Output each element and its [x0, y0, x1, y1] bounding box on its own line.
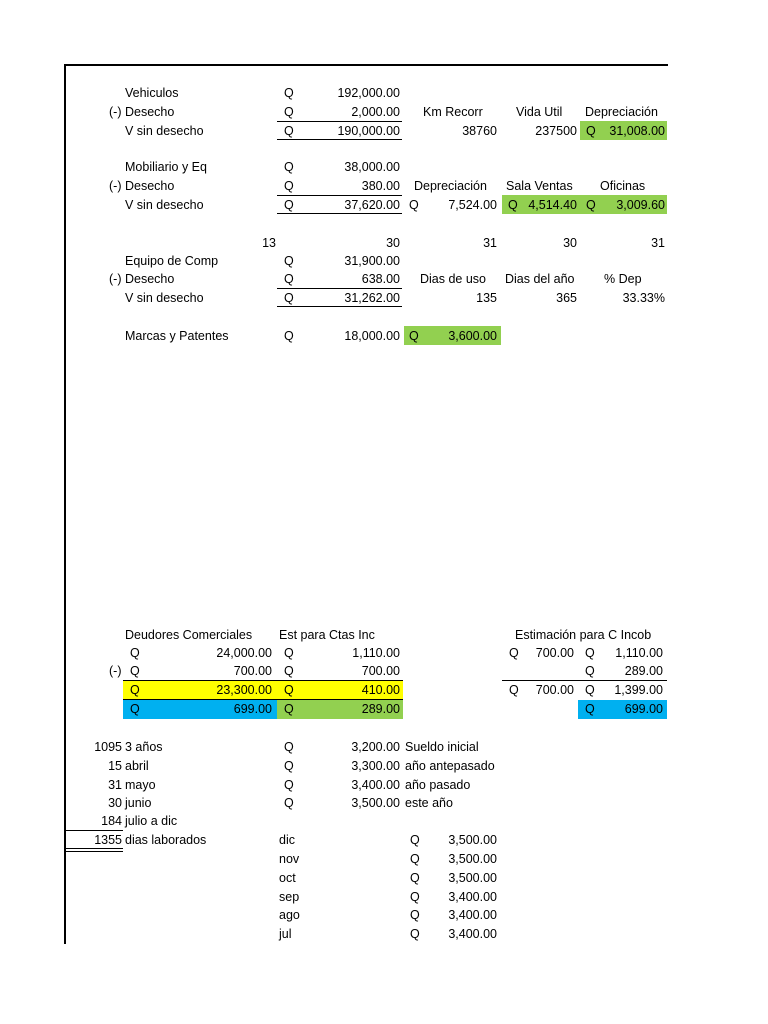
- equipo-pct: 33.33%: [622, 291, 665, 305]
- currency-q: Q: [284, 796, 294, 810]
- mobiliario-label: Mobiliario y Eq: [125, 160, 207, 174]
- sueldo-valor: 3,400.00: [351, 778, 400, 792]
- mobiliario-sala: 4,514.40: [528, 198, 577, 212]
- currency-q: Q: [508, 198, 518, 212]
- currency-q: Q: [284, 124, 294, 138]
- vehiculos-vsin: 190,000.00: [337, 124, 400, 138]
- dias-label: julio a dic: [125, 814, 178, 828]
- equipo-desecho: 638.00: [361, 272, 400, 286]
- equipo-label: Equipo de Comp: [125, 254, 219, 268]
- month-valor: 3,500.00: [448, 852, 497, 866]
- dias-cell: 31: [483, 236, 497, 250]
- mobiliario-desecho-label: (-) Desecho: [109, 179, 175, 193]
- dias-total-label: dias laborados: [125, 833, 207, 847]
- deudores-r4b: 289.00: [361, 702, 400, 716]
- sueldo-desc: año pasado: [405, 778, 471, 792]
- estimacion-e4b: 699.00: [624, 702, 663, 716]
- mobiliario-vsin: 37,620.00: [344, 198, 400, 212]
- header-pct-dep: % Dep: [604, 272, 642, 286]
- currency-q: Q: [585, 702, 595, 716]
- currency-q: Q: [284, 179, 294, 193]
- currency-q: Q: [585, 683, 595, 697]
- currency-q: Q: [585, 664, 595, 678]
- header-depreciacion: Depreciación: [414, 179, 487, 193]
- estimacion-e3b: 1,399.00: [614, 683, 663, 697]
- dias-num: 1095: [94, 740, 122, 754]
- currency-q: Q: [130, 683, 140, 697]
- dias-cell: 31: [651, 236, 665, 250]
- estimacion-e3a: 700.00: [535, 683, 574, 697]
- total-line: [66, 848, 123, 849]
- header-depreciacion: Depreciación: [585, 105, 658, 119]
- header-oficinas: Oficinas: [600, 179, 646, 193]
- marcas-dep: 3,600.00: [448, 329, 497, 343]
- currency-q: Q: [284, 702, 294, 716]
- header-dias-anio: Dias del año: [505, 272, 575, 286]
- marcas-valor: 18,000.00: [344, 329, 400, 343]
- estimacion-e1a: 700.00: [535, 646, 574, 660]
- sueldo-valor: 3,300.00: [351, 759, 400, 773]
- currency-q: Q: [284, 778, 294, 792]
- equipo-uso: 135: [476, 291, 497, 305]
- equipo-desecho-label: (-) Desecho: [109, 272, 175, 286]
- currency-q: Q: [284, 198, 294, 212]
- currency-q: Q: [284, 160, 294, 174]
- deudores-r3a: 23,300.00: [216, 683, 272, 697]
- estimacion-e1b: 1,110.00: [615, 646, 663, 660]
- currency-q: Q: [130, 664, 140, 678]
- dias-num: 30: [108, 796, 122, 810]
- equipo-valor: 31,900.00: [344, 254, 400, 268]
- deudores-r2b: 700.00: [361, 664, 400, 678]
- currency-q: Q: [284, 105, 294, 119]
- mobiliario-desecho: 380.00: [361, 179, 400, 193]
- currency-q: Q: [284, 272, 294, 286]
- sueldo-valor: 3,200.00: [351, 740, 400, 754]
- deudores-r4a: 699.00: [233, 702, 272, 716]
- dias-total-num: 1355: [94, 833, 122, 847]
- currency-q: Q: [284, 740, 294, 754]
- header-estimacion: Estimación para C Incob: [515, 628, 652, 642]
- month-valor: 3,400.00: [448, 927, 497, 941]
- month-label: sep: [279, 890, 300, 904]
- dias-label: 3 años: [125, 740, 163, 754]
- total-line: [277, 139, 402, 140]
- currency-q: Q: [284, 683, 294, 697]
- deudores-r1a: 24,000.00: [216, 646, 272, 660]
- vehiculos-desecho: 2,000.00: [351, 105, 400, 119]
- vehiculos-desecho-label: (-) Desecho: [109, 105, 175, 119]
- header-est-ctas: Est para Ctas Inc: [279, 628, 375, 642]
- header-km-recorr: Km Recorr: [423, 105, 483, 119]
- currency-q: Q: [284, 664, 294, 678]
- currency-q: Q: [585, 646, 595, 660]
- vehiculos-valor: 192,000.00: [337, 86, 400, 100]
- header-deudores: Deudores Comerciales: [125, 628, 253, 642]
- currency-q: Q: [586, 198, 596, 212]
- sheet-left-border: [64, 64, 66, 944]
- dias-cell: 13: [262, 236, 276, 250]
- total-line: [277, 306, 402, 307]
- equipo-vsin-label: V sin desecho: [125, 291, 204, 305]
- equipo-vsin: 31,262.00: [344, 291, 400, 305]
- dias-label: abril: [125, 759, 149, 773]
- sueldo-desc: año antepasado: [405, 759, 495, 773]
- currency-q: Q: [130, 702, 140, 716]
- mobiliario-ofi: 3,009.60: [616, 198, 665, 212]
- month-valor: 3,500.00: [448, 871, 497, 885]
- month-label: jul: [279, 927, 292, 941]
- marcas-label: Marcas y Patentes: [125, 329, 229, 343]
- currency-q: Q: [410, 927, 420, 941]
- month-label: nov: [279, 852, 300, 866]
- deudores-r1b: 1,110.00: [352, 646, 400, 660]
- estimacion-e2b: 289.00: [624, 664, 663, 678]
- month-label: dic: [279, 833, 295, 847]
- vehiculos-vida: 237500: [535, 124, 577, 138]
- currency-q: Q: [586, 124, 596, 138]
- currency-q: Q: [284, 646, 294, 660]
- currency-q: Q: [409, 329, 419, 343]
- total-line-double: [66, 851, 123, 852]
- total-line: [277, 213, 402, 214]
- header-dias-uso: Dias de uso: [420, 272, 487, 286]
- currency-q: Q: [410, 871, 420, 885]
- sueldo-valor: 3,500.00: [351, 796, 400, 810]
- deudores-r2a: 700.00: [233, 664, 272, 678]
- mobiliario-vsin-label: V sin desecho: [125, 198, 204, 212]
- currency-q: Q: [409, 198, 419, 212]
- currency-q: Q: [130, 646, 140, 660]
- dias-label: junio: [125, 796, 152, 810]
- mobiliario-dep: 7,524.00: [448, 198, 497, 212]
- currency-q: Q: [410, 852, 420, 866]
- mobiliario-valor: 38,000.00: [344, 160, 400, 174]
- vehiculos-km: 38760: [462, 124, 497, 138]
- currency-q: Q: [410, 890, 420, 904]
- sueldo-desc: Sueldo inicial: [405, 740, 479, 754]
- currency-q: Q: [284, 759, 294, 773]
- vehiculos-dep: 31,008.00: [609, 124, 665, 138]
- dias-cell: 30: [386, 236, 400, 250]
- header-sala-ventas: Sala Ventas: [506, 179, 573, 193]
- dias-num: 15: [108, 759, 122, 773]
- dias-num: 184: [101, 814, 122, 828]
- currency-q: Q: [410, 908, 420, 922]
- currency-q: Q: [284, 291, 294, 305]
- currency-q: Q: [284, 254, 294, 268]
- month-valor: 3,400.00: [448, 890, 497, 904]
- header-vida-util: Vida Util: [516, 105, 563, 119]
- vehiculos-vsin-label: V sin desecho: [125, 124, 204, 138]
- currency-q: Q: [509, 646, 519, 660]
- month-valor: 3,400.00: [448, 908, 497, 922]
- dias-cell: 30: [563, 236, 577, 250]
- deudores-r3b: 410.00: [361, 683, 400, 697]
- sheet-top-border: [64, 64, 668, 66]
- dias-label: mayo: [125, 778, 156, 792]
- currency-q: Q: [509, 683, 519, 697]
- currency-q: Q: [410, 833, 420, 847]
- month-label: oct: [279, 871, 296, 885]
- month-valor: 3,500.00: [448, 833, 497, 847]
- minus-label: (-): [109, 664, 122, 678]
- dias-num: 31: [108, 778, 122, 792]
- currency-q: Q: [284, 86, 294, 100]
- month-label: ago: [279, 908, 300, 922]
- equipo-anio: 365: [556, 291, 577, 305]
- currency-q: Q: [284, 329, 294, 343]
- sueldo-desc: este año: [405, 796, 453, 810]
- vehiculos-label: Vehiculos: [125, 86, 179, 100]
